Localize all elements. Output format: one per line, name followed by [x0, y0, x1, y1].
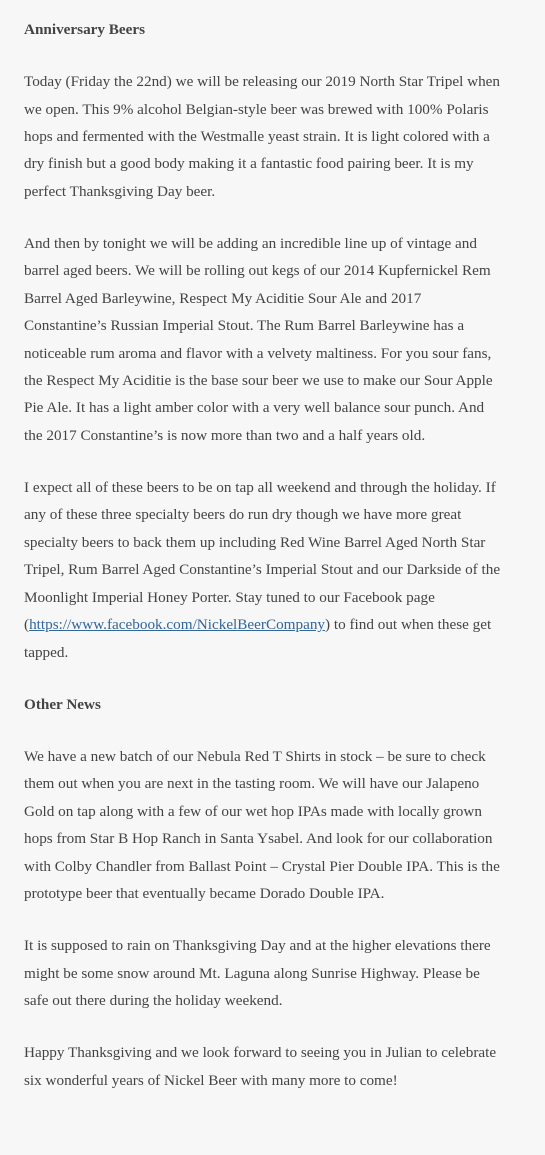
- paragraph-on-tap-weekend: [24, 474, 504, 666]
- paragraph-weather-warning: It is supposed to rain on Thanksgiving Day and at the higher elevations there might be some snow around Mt. Laguna along Sunrise Highway. Please be safe out there during the holiday weekend.: [24, 937, 491, 1009]
- paragraph-text-before-link: I expect all of these beers to be on tap all weekend and through the holiday. If any of these three specialty beers do run dry though we have more great specialty beers to back them up including Red Wine Barrel Aged North Star Tripel, Rum Barrel Aged Constantine’s Imperial Stout and our Darkside of the Moonlight Imperial Honey Porter. Stay tuned to our Facebook page (: [24, 479, 501, 634]
- article-body: [24, 0, 504, 1119]
- paragraph-vintage-barrel-aged: And then by tonight we will be adding an incredible line up of vintage and barrel aged beers. We will be rolling out kegs of our 2014 Kupfernickel Rem Barrel Aged Barleywine, Respect My Aciditie Sour Ale and 2017 Constantine’s Russian Imperial Stout. The Rum Barrel Barleywine has a noticeable rum aroma and flavor with a velvety maltiness. For you sour fans, the Respect My Aciditie is the base sour beer we use to make our Sour Apple Pie Ale. It has a light amber color with a very well balance sour punch. And the 2017 Constantine’s is now more than two and a half years old.: [24, 235, 493, 444]
- spacer: [24, 4, 504, 16]
- paragraph-t-shirts-and-taps: We have a new batch of our Nebula Red T Shirts in stock – be sure to check them out when you are next in the tasting room. We will have our Jalapeno Gold on tap along with a few of our wet hop IPAs made with locally grown hops from Star B Hop Ranch in Santa Ysabel. And look for our collaboration with Colby Chandler from Ballast Point – Crystal Pier Double IPA. This is the prototype beer that eventually became Dorado Double IPA.: [24, 747, 500, 902]
- section-heading-anniversary-beers: Anniversary Beers: [24, 21, 146, 38]
- paragraph-north-star-tripel: Today (Friday the 22nd) we will be releasing our 2019 North Star Tripel when we open. This 9% alcohol Belgian-style beer was brewed with 100% Polaris hops and fermented with the Westmalle yeast strain. It is light colored with a dry finish but a good body making it a fantastic food pairing beer. It is my perfect Thanksgiving Day beer.: [24, 73, 500, 200]
- section-heading-other-news: Other News: [24, 695, 101, 713]
- paragraph-thanksgiving-wishes: Happy Thanksgiving and we look forward to seeing you in Julian to celebrate six wonderful years of Nickel Beer with many more to come!: [24, 1044, 497, 1089]
- facebook-page-link[interactable]: https://www.facebook.com/NickelBeerCompany: [29, 616, 326, 634]
- paragraph-text-after-link: ) to find out when these get tapped.: [24, 616, 492, 661]
